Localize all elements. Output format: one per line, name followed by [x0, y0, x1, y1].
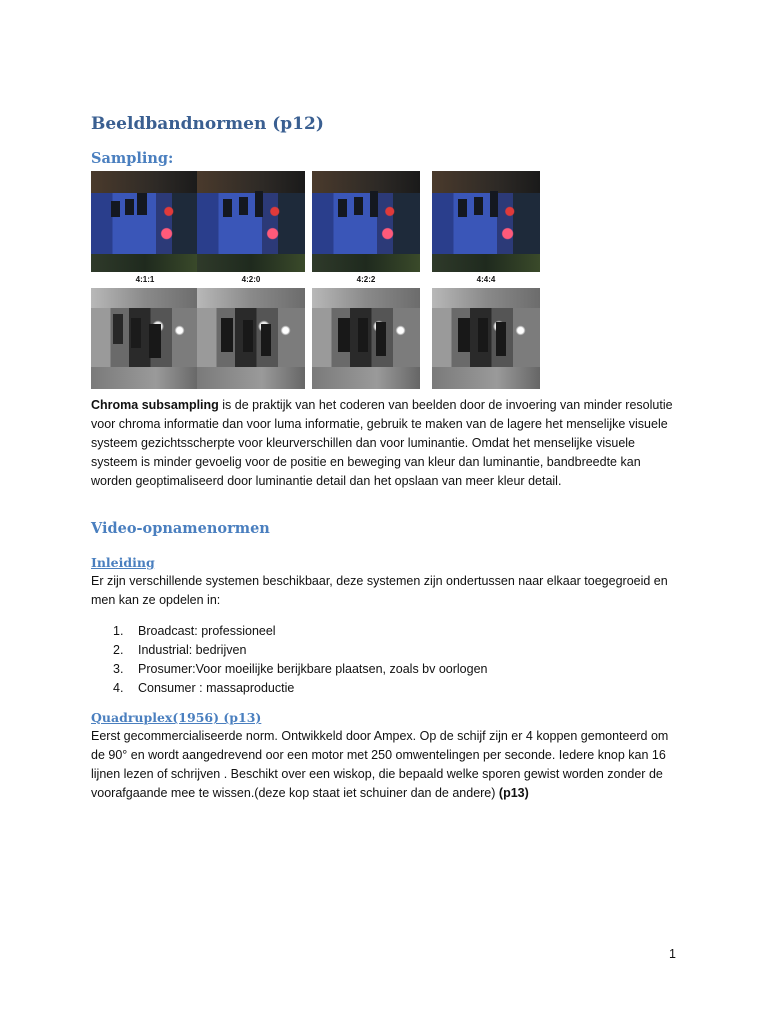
color-thumb-444 — [432, 171, 540, 272]
heading-inleiding: Inleiding — [91, 555, 155, 570]
paragraph-chroma-text: is de praktijk van het coderen van beelden door de invoering van minder resolutie voor chroma informatie dan voor luma informatie, gebruik te maken van de lagere het menselijke visuele systeem gezichtsscherpte voor kleurverschillen dan voor luminantie. Omdat het menselijke visuele systeem is minder gevoelig voor de positie en beweging van kleur dan luminantie, bandbreedte kan worden geoptimaliseerd door luminantie detail dan het opslaan van meer kleur detail. — [91, 398, 673, 488]
heading-beeldbandnormen: Beeldbandnormen (p12) — [91, 114, 324, 134]
heading-sampling: Sampling: — [91, 150, 174, 167]
gray-thumb-444 — [432, 288, 540, 389]
list-item — [91, 622, 488, 641]
page-reference: (p13) — [498, 786, 529, 800]
color-thumb-420 — [197, 171, 305, 272]
gray-thumb-420 — [197, 288, 305, 389]
list-item — [91, 641, 488, 660]
color-thumb-411 — [91, 171, 199, 272]
list-number: 4. — [113, 681, 124, 695]
list-number: 3. — [113, 662, 124, 676]
list-number: 1. — [113, 624, 124, 638]
list-text: Consumer : massaproductie — [138, 681, 295, 695]
list-text: Broadcast: professioneel — [138, 624, 276, 638]
caption-411: 4:1:1 — [135, 275, 155, 284]
gray-thumb-411 — [91, 288, 199, 389]
heading-video-opnamenormen: Video-opnamenormen — [91, 520, 270, 537]
gray-thumb-422 — [312, 288, 420, 389]
list-item — [91, 679, 488, 698]
system-list — [91, 622, 488, 698]
paragraph-quadruplex-text: Eerst gecommercialiseerde norm. Ontwikkeld door Ampex. Op de schijf zijn er 4 koppen gemonteerd om de 90° en wordt aangedrevend oor een motor met 250 omwentelingen per seconde. Iedere knop kan 16 lijnen lezen of schrijven . Beschikt over een wiskop, die bepaald welke sporen gewist worden zonder de voorafgaande mee te wissen.(deze kop staat iet schuiner dan de andere) — [91, 729, 669, 800]
list-text: Industrial: bedrijven — [138, 643, 247, 657]
list-number: 2. — [113, 643, 124, 657]
color-thumb-422 — [312, 171, 420, 272]
caption-422: 4:2:2 — [356, 275, 376, 284]
paragraph-inleiding: Er zijn verschillende systemen beschikbaar, deze systemen zijn ondertussen naar elkaar toegegroeid en men kan ze opdelen in: — [91, 574, 668, 607]
heading-quadruplex: Quadruplex(1956) (p13) — [91, 710, 262, 725]
chroma-subsampling-figure — [91, 171, 541, 383]
caption-444: 4:4:4 — [476, 275, 496, 284]
paragraph-quadruplex — [91, 727, 683, 803]
list-item — [91, 660, 488, 679]
list-text: Prosumer:Voor moeilijke berijkbare plaatsen, zoals bv oorlogen — [138, 662, 488, 676]
term-chroma-subsampling: Chroma subsampling — [91, 398, 219, 412]
paragraph-chroma-subsampling — [91, 396, 683, 491]
caption-420: 4:2:0 — [241, 275, 261, 284]
page-number: 1 — [669, 947, 676, 961]
